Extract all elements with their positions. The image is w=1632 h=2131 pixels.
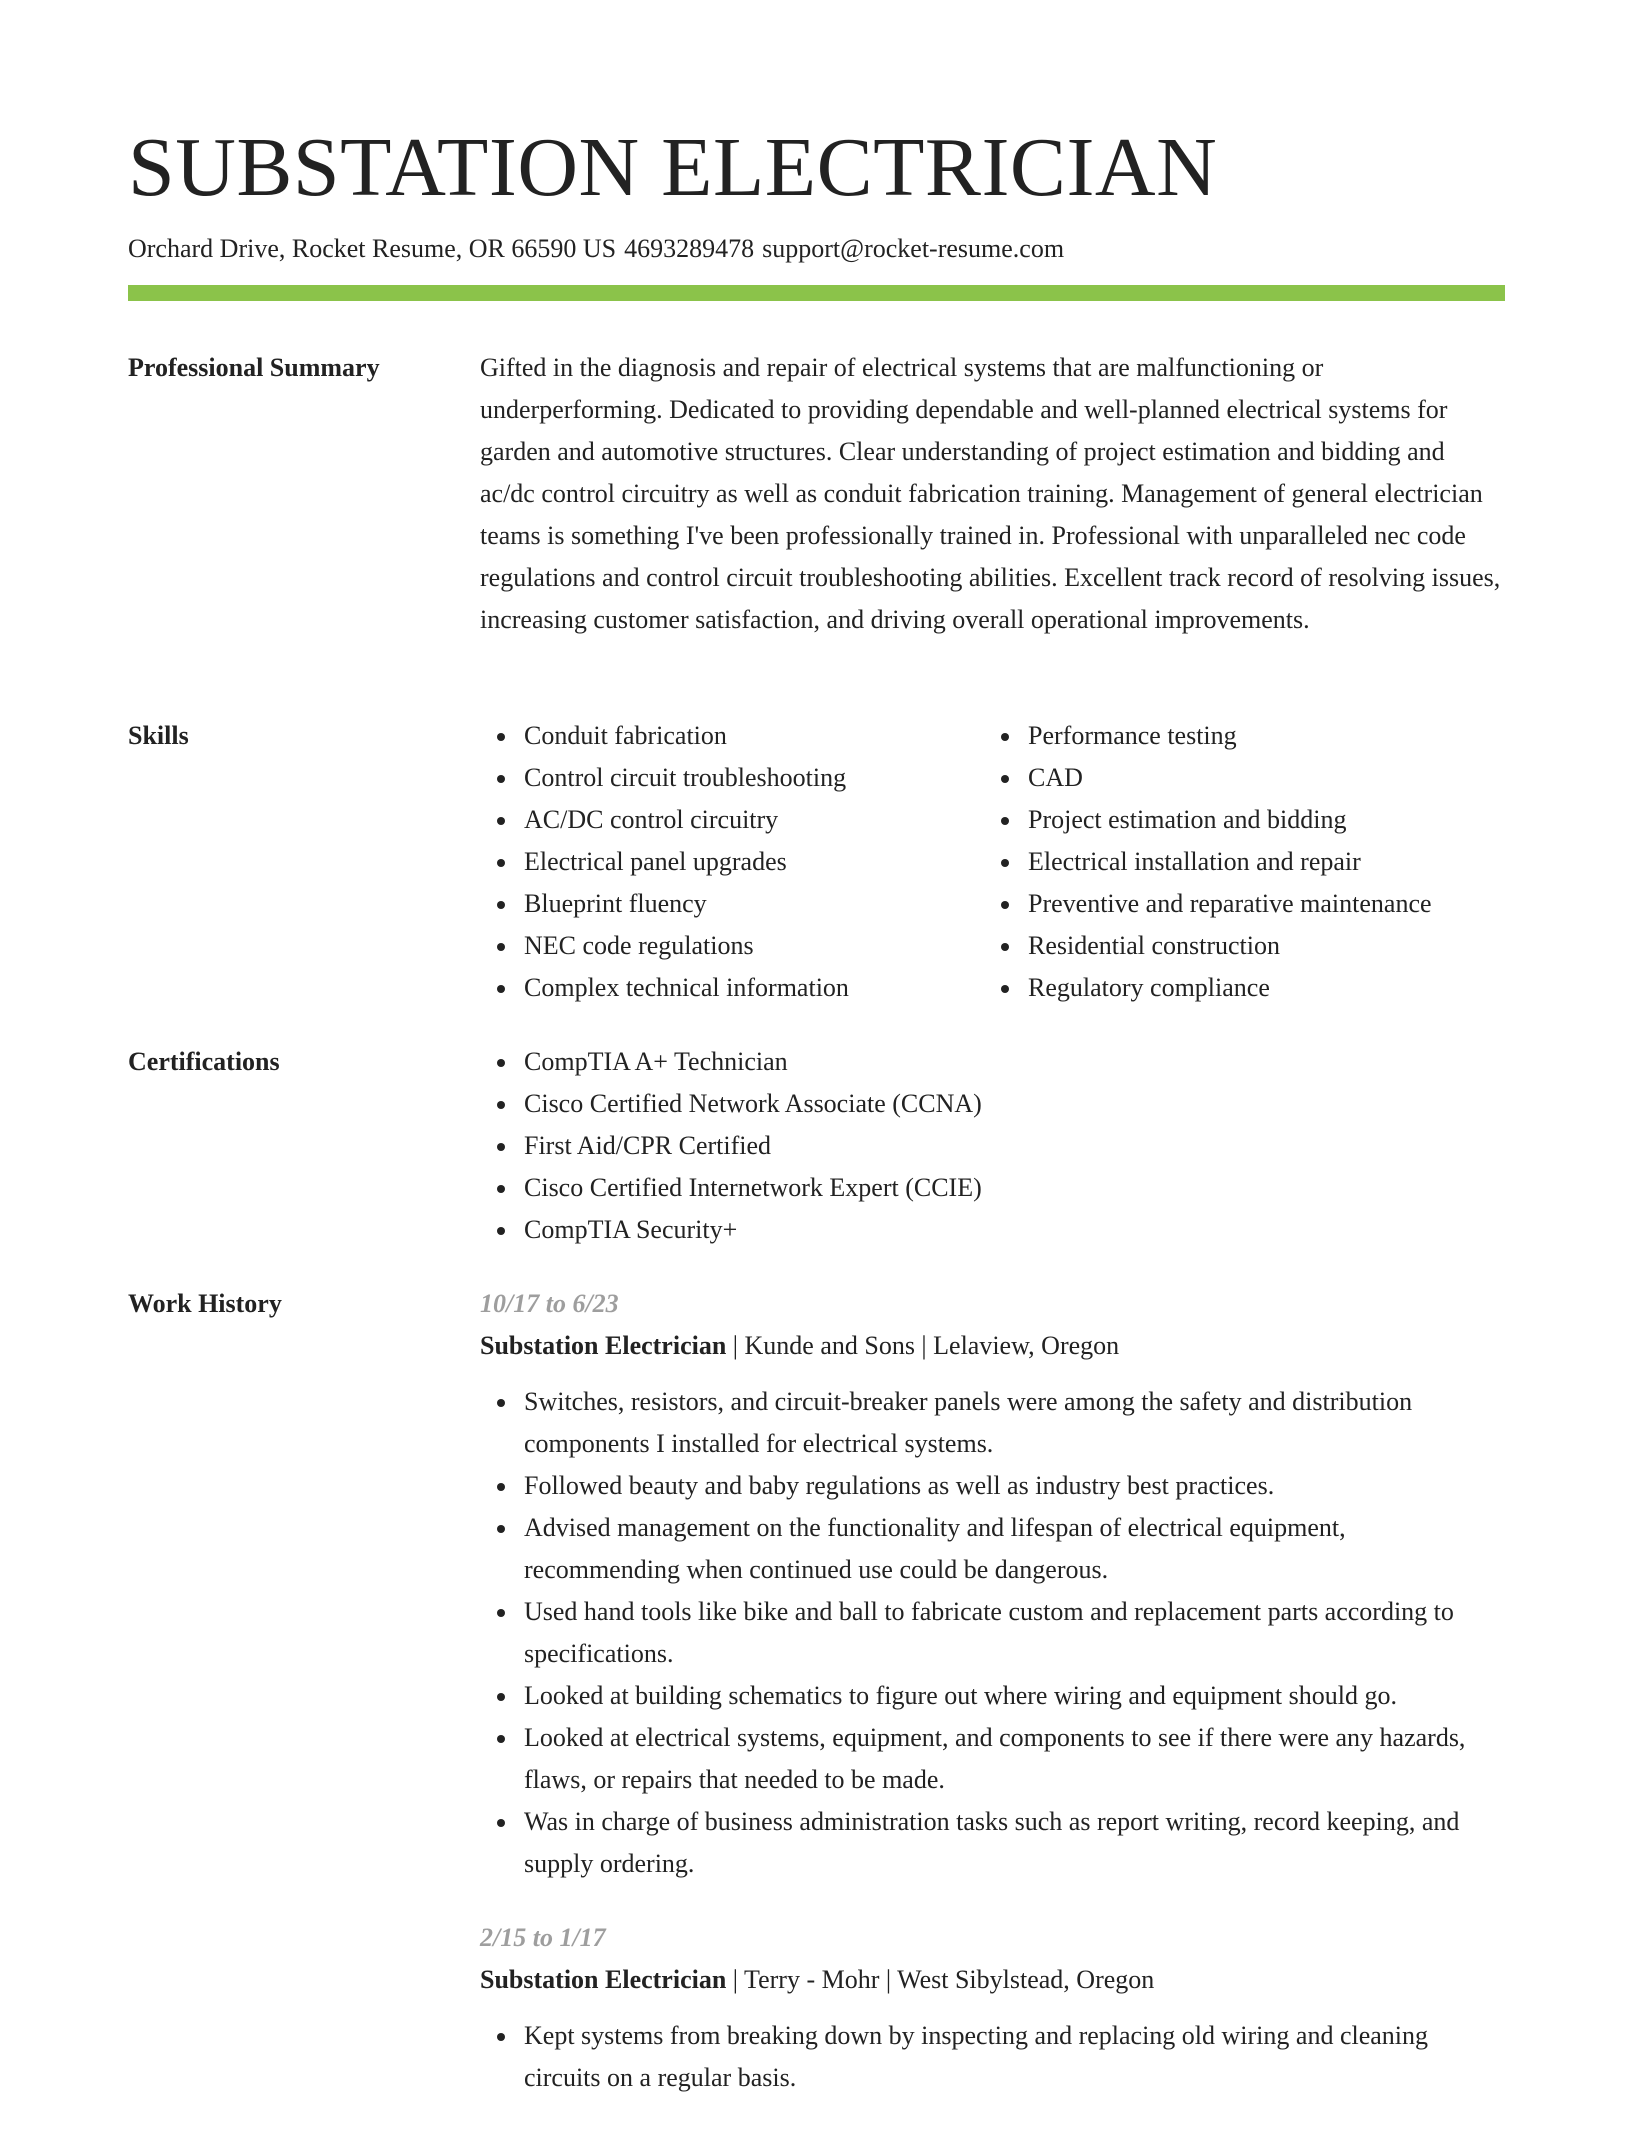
summary-text: Gifted in the diagnosis and repair of electrical systems that are malfunctioning or underperforming. Dedicated to providing dependable and well-planned electrical systems for garden and automotive structures. Clear understanding of project estimation and bidding and ac/dc control circuitry as well as conduit fabrication training. Management of general electrician teams is something I've been professionally trained in. Professional with unparalleled nec code regulations and control circuit troubleshooting abilities. Excellent track record of resolving issues, increasing customer satisfaction, and driving overall operational improvements. [480, 353, 1501, 634]
skill-item: Residential construction [984, 925, 1494, 967]
skill-item: NEC code regulations [480, 925, 990, 967]
header-divider [128, 285, 1505, 301]
job-heading [480, 1325, 1505, 1367]
skill-item: Preventive and reparative maintenance [984, 883, 1494, 925]
work-history-label: Work History [128, 1289, 282, 1318]
job-dates: 10/17 to 6/23 [480, 1289, 619, 1318]
skill-item: Performance testing [984, 715, 1494, 757]
certification-item: CompTIA A+ Technician [480, 1041, 1505, 1083]
job-duty-item: Looked at electrical systems, equipment, and components to see if there were any hazards, flaws, or repairs that needed to be made. [480, 1717, 1505, 1801]
certification-item: Cisco Certified Network Associate (CCNA) [480, 1083, 1505, 1125]
job-duty-item: Switches, resistors, and circuit-breaker panels were among the safety and distribution components I installed for electrical systems. [480, 1381, 1505, 1465]
job-duty-item: Was in charge of business administration tasks such as report writing, record keeping, and supply ordering. [480, 1801, 1505, 1885]
job-duties-list [480, 2015, 1505, 2099]
contact-phone: 4693289478 [624, 234, 755, 263]
job-duties-list [480, 1381, 1505, 1885]
job-dates: 2/15 to 1/17 [480, 1923, 606, 1952]
job-employer-location: | Terry - Mohr | West Sibylstead, Oregon [726, 1965, 1155, 1994]
certifications-list [480, 1041, 1505, 1251]
skill-item: Electrical installation and repair [984, 841, 1494, 883]
skill-item: Conduit fabrication [480, 715, 990, 757]
certification-item: CompTIA Security+ [480, 1209, 1505, 1251]
contact-email: support@rocket-resume.com [762, 234, 1065, 263]
job-title: Substation Electrician [480, 1965, 727, 1994]
skill-item: Complex technical information [480, 967, 990, 1009]
job-entry [480, 1283, 1505, 1885]
skills-list-right [984, 715, 1494, 1009]
job-duty-item: Looked at building schematics to figure out where wiring and equipment should go. [480, 1675, 1505, 1717]
skill-item: Project estimation and bidding [984, 799, 1494, 841]
job-duty-item: Advised management on the functionality and lifespan of electrical equipment, recommending when continued use could be dangerous. [480, 1507, 1505, 1591]
job-employer-location: | Kunde and Sons | Lelaview, Oregon [726, 1331, 1120, 1360]
skill-item: Regulatory compliance [984, 967, 1494, 1009]
job-duty-item: Followed beauty and baby regulations as well as industry best practices. [480, 1465, 1505, 1507]
skill-item: AC/DC control circuitry [480, 799, 990, 841]
certification-item: Cisco Certified Internetwork Expert (CCIE) [480, 1167, 1505, 1209]
job-duty-item: Kept systems from breaking down by inspecting and replacing old wiring and cleaning circuits on a regular basis. [480, 2015, 1505, 2099]
resume-name-heading: SUBSTATION ELECTRICIAN [128, 121, 1218, 214]
summary-label: Professional Summary [128, 353, 380, 382]
job-heading [480, 1959, 1505, 2001]
certification-item: First Aid/CPR Certified [480, 1125, 1505, 1167]
skill-item: Electrical panel upgrades [480, 841, 990, 883]
skills-label: Skills [128, 721, 189, 750]
skill-item: Control circuit troubleshooting [480, 757, 990, 799]
skills-list-left [480, 715, 990, 1009]
contact-line [128, 232, 1072, 266]
job-duty-item: Used hand tools like bike and ball to fabricate custom and replacement parts according to specifications. [480, 1591, 1505, 1675]
contact-address: Orchard Drive, Rocket Resume, OR 66590 US [128, 234, 617, 263]
skill-item: CAD [984, 757, 1494, 799]
job-entry [480, 1917, 1505, 2099]
skill-item: Blueprint fluency [480, 883, 990, 925]
job-title: Substation Electrician [480, 1331, 727, 1360]
certifications-label: Certifications [128, 1047, 280, 1076]
